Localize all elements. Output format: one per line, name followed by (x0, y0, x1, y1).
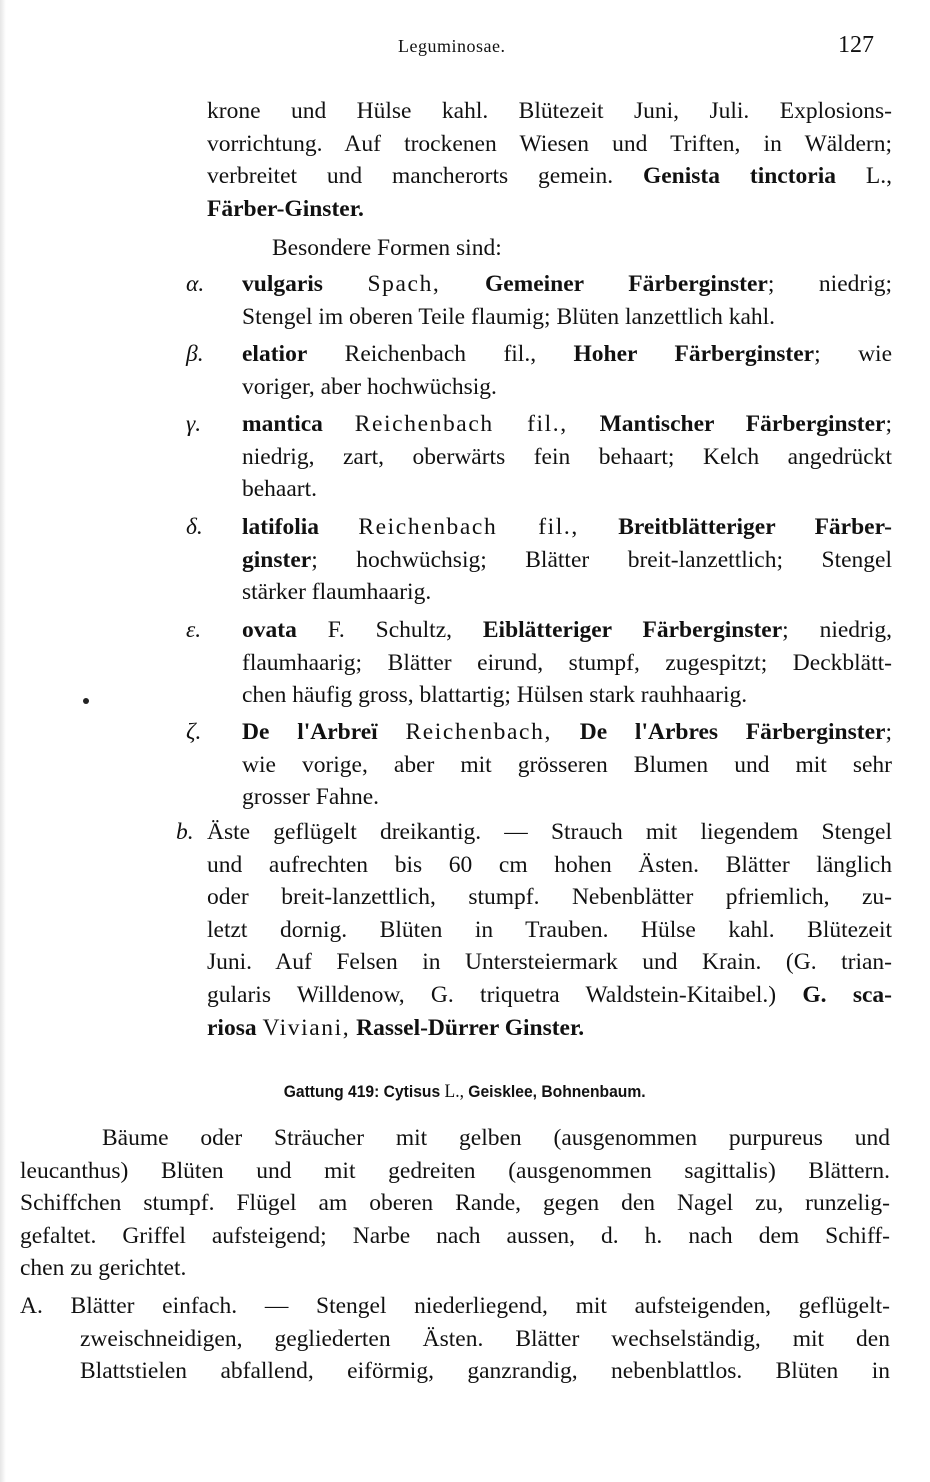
text-line: Blattstielen abfallend, eiförmig, ganzrandig, nebenblattlos. Blüten in (80, 1358, 890, 1385)
key-description (207, 816, 892, 1044)
form-description (242, 268, 892, 333)
text-line: zweischneidigen, gegliederten Ästen. Blätter wechselständig, mit den (80, 1325, 890, 1352)
text-line: Äste geflügelt dreikantig. — Strauch mit liegendem Stengel (207, 819, 892, 845)
text-line: Stengel im oberen Teile flaumig; Blüten lanzettlich kahl. (242, 303, 776, 330)
text-line: vorrichtung. Auf trockenen Wiesen und Triften, in Wäldern; (207, 130, 892, 157)
text-line: Bäume oder Sträucher mit gelben (ausgenommen purpureus und (102, 1125, 890, 1151)
text-line: stärker flaumhaarig. (242, 579, 432, 606)
text-line: niedrig, zart, oberwärts fein behaart; Kelch angedrückt (242, 443, 892, 470)
text-line: De l'Arbreï Reichenbach, De l'Arbres Färberginster; (242, 719, 892, 745)
text-line: letzt dornig. Blüten in Trauben. Hülse kahl. Blütezeit (207, 916, 892, 943)
page-header (0, 32, 930, 66)
text-line (207, 193, 892, 226)
genus-heading: Gattung 419: Cytisus L., Geisklee, Bohnenbaum. (284, 1081, 646, 1102)
text-line: oder breit-lanzettlich, stumpf. Nebenblätter pfriemlich, zu- (207, 884, 892, 911)
text-line: verbreitet und mancherorts gemein. Genista tinctoria L., (207, 163, 892, 190)
form-description (242, 511, 892, 609)
intro-paragraph (207, 95, 892, 225)
page-edge-shadow (0, 0, 6, 1482)
genus-description (20, 1122, 890, 1285)
common-name: Färber-Ginster. (207, 195, 364, 222)
key-marker: b. (176, 819, 194, 845)
page-number: 127 (838, 32, 874, 58)
form-marker: δ. (186, 514, 203, 540)
form-description (242, 408, 892, 506)
text-line: Schiffchen stumpf. Flügel am oberen Rande, gegen den Nagel zu, runzelig- (20, 1190, 890, 1217)
running-title: Leguminosae. (398, 36, 506, 56)
text-line: ovata F. Schultz, Eiblätteriger Färberginster; niedrig, (242, 617, 893, 643)
text-line: wie vorige, aber mit grösseren Blumen und mit sehr (242, 751, 892, 778)
text-line: voriger, aber hochwüchsig. (242, 373, 497, 400)
form-description (242, 338, 892, 403)
text-line: vulgaris Spach, Gemeiner Färberginster; niedrig; (242, 271, 893, 297)
text-line: ginster; hochwüchsig; Blätter breit-lanzettlich; Stengel (242, 546, 892, 573)
form-marker: ζ. (186, 719, 202, 745)
text-line: behaart. (242, 476, 318, 503)
text-line: mantica Reichenbach fil., Mantischer Färberginster; (242, 411, 892, 437)
print-speck (83, 698, 89, 704)
text-line: elatior Reichenbach fil., Hoher Färberginster; wie (242, 341, 893, 367)
form-marker: ε. (186, 617, 202, 643)
species-name: Genista tinctoria (642, 163, 837, 190)
form-marker: γ. (186, 411, 202, 437)
text-line: gefaltet. Griffel aufsteigend; Narbe nach aussen, d. h. nach dem Schiff- (20, 1222, 890, 1249)
text-line: flaumhaarig; Blätter eirund, stumpf, zugespitzt; Deckblätt- (242, 649, 892, 676)
text-line: chen häufig gross, blattartig; Hülsen stark rauhhaarig. (242, 682, 748, 709)
key-item-a (20, 1290, 890, 1388)
text-line: leucanthus) Blüten und mit gedreiten (ausgenommen sagittalis) Blättern. (20, 1157, 890, 1184)
forms-heading: Besondere Formen sind: (272, 235, 502, 261)
form-description (242, 716, 892, 814)
text-line: krone und Hülse kahl. Blütezeit Juni, Juli. Explosions- (207, 98, 892, 124)
form-marker: α. (186, 271, 205, 297)
form-marker: β. (186, 341, 204, 367)
text-line: A. Blätter einfach. — Stengel niederliegend, mit aufsteigenden, geflügelt- (20, 1293, 890, 1319)
text-line: riosa Viviani, Rassel-Dürrer Ginster. (207, 1014, 585, 1041)
text-line: latifolia Reichenbach fil., Breitblätteriger Färber- (242, 514, 892, 540)
text-line: gularis Willdenow, G. triquetra Waldstein-Kitaibel.) G. sca- (207, 981, 892, 1008)
text-line: chen zu gerichtet. (20, 1255, 187, 1282)
text-line: und aufrechten bis 60 cm hohen Ästen. Blätter länglich (207, 851, 892, 878)
text-line: Juni. Auf Felsen in Untersteiermark und Krain. (G. trian- (207, 949, 892, 976)
form-description (242, 614, 892, 712)
text-line: grosser Fahne. (242, 784, 380, 811)
